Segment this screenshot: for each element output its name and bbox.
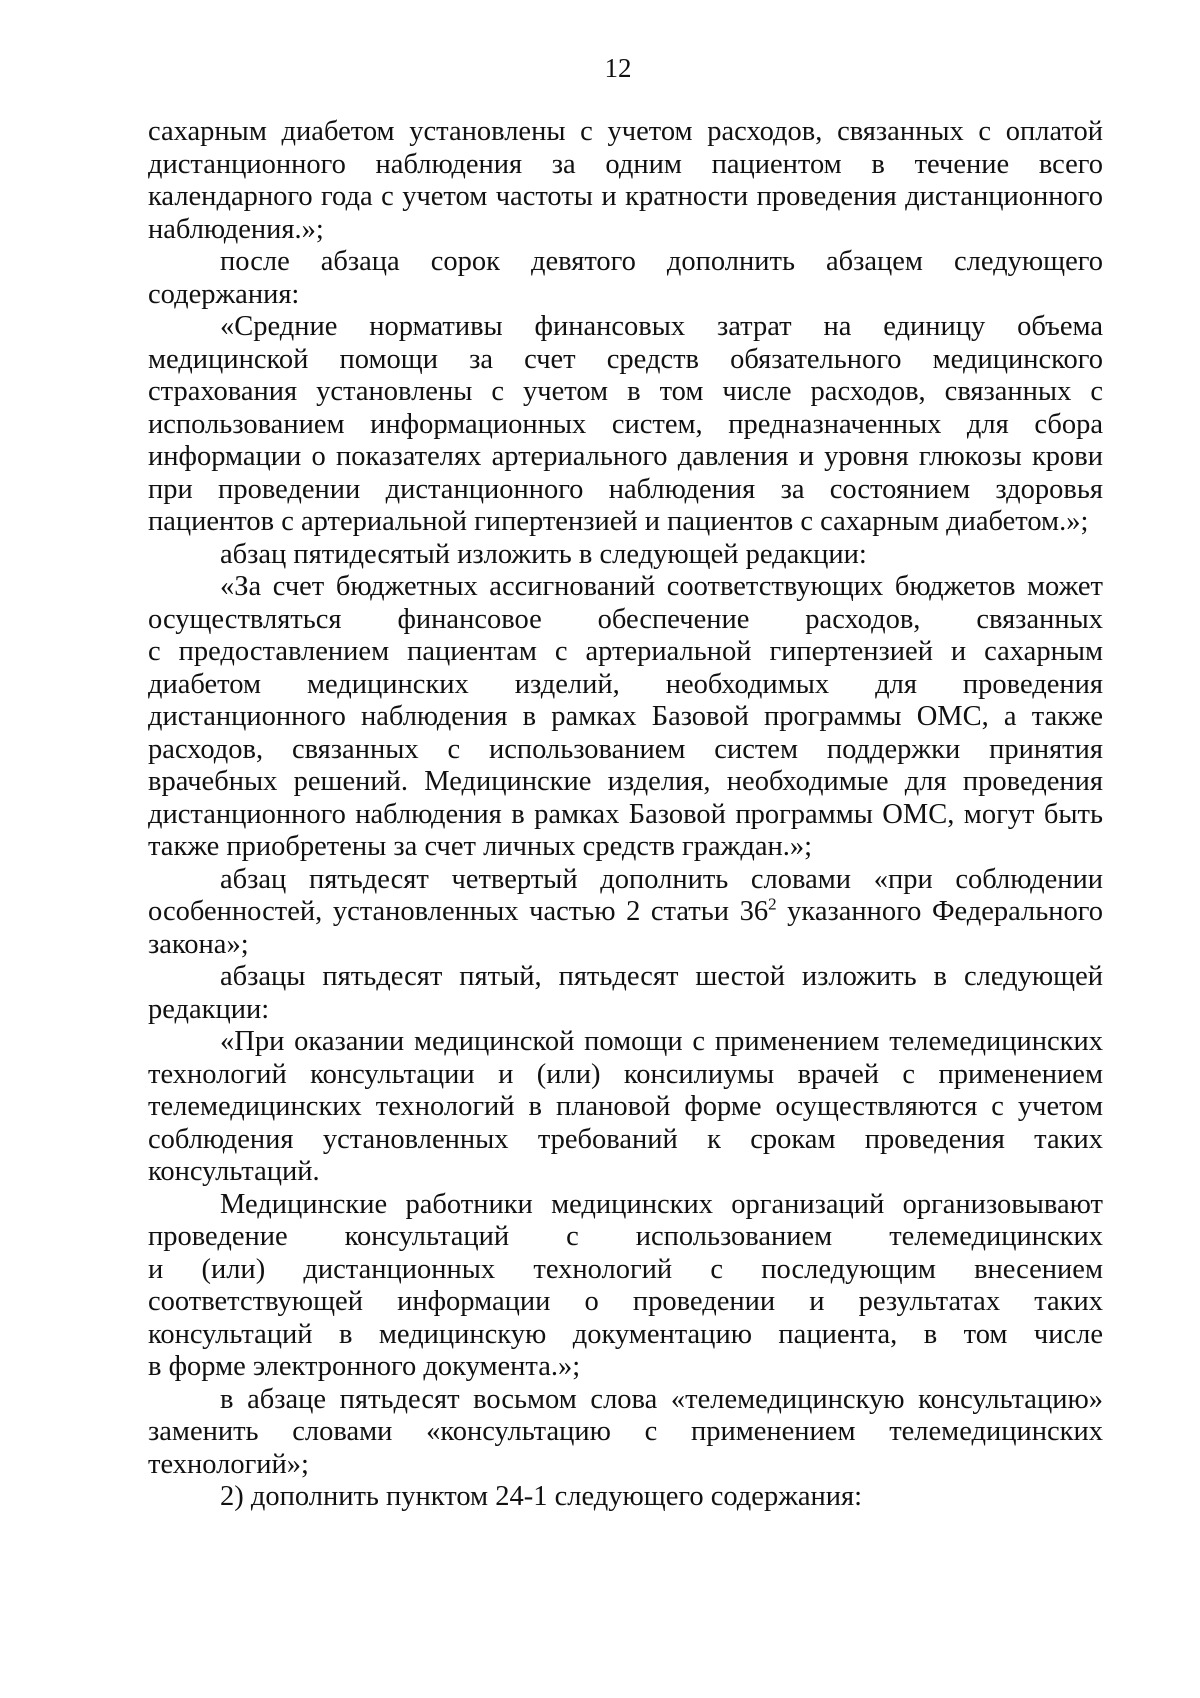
text-line: «При оказании медицинской помощи с применением телемедицинских	[220, 1026, 1103, 1057]
document-body	[148, 116, 1103, 1514]
paragraph	[148, 311, 1103, 539]
text-line: осуществляться финансовое обеспечение расходов, связанных	[148, 603, 1103, 635]
text-line: абзац пятьдесят четвертый дополнить словами «при соблюдении	[220, 863, 1103, 895]
text-line: соблюдения установленных требований к срокам проведения таких	[148, 1123, 1103, 1155]
text-line: при проведении дистанционного наблюдения за состоянием здоровья	[148, 473, 1103, 505]
paragraph	[148, 1384, 1103, 1482]
text-line: дистанционного наблюдения за одним пациентом в течение всего	[148, 148, 1103, 180]
text-line: консультаций.	[148, 1156, 320, 1187]
text-line: дистанционного наблюдения в рамках Базовой программы ОМС, а также	[148, 701, 1103, 732]
text-line: «За счет бюджетных ассигнований соответствующих бюджетов может	[220, 571, 1103, 602]
superscript: 2	[768, 894, 777, 914]
text-line: с предоставлением пациентам с артериальной гипертензией и сахарным	[148, 636, 1103, 667]
text-line: в форме электронного документа.»;	[148, 1351, 581, 1382]
text-line: также приобретены за счет личных средств граждан.»;	[148, 831, 813, 862]
page-number: 12	[604, 53, 632, 83]
text-line: консультаций в медицинскую документацию пациента, в том числе	[148, 1318, 1103, 1350]
text-fragment: особенностей, установленных частью 2 статьи 36	[148, 896, 769, 927]
text-line: и (или) дистанционных технологий с последующим внесением	[148, 1253, 1103, 1285]
paragraph	[148, 116, 1103, 246]
text-line: календарного года с учетом частоты и кратности проведения дистанционного	[148, 181, 1103, 212]
text-line: телемедицинских технологий в плановой форме осуществляются с учетом	[148, 1091, 1103, 1122]
text-line: наблюдения.»;	[148, 213, 324, 245]
text-line: «Средние нормативы финансовых затрат на единицу объема	[220, 311, 1103, 342]
text-line: технологий консультации и (или) консилиумы врачей с применением	[148, 1058, 1103, 1090]
text-line: информации о показателях артериального давления и уровня глюкозы крови	[148, 441, 1103, 472]
text-line-with-superscript	[148, 896, 1103, 929]
paragraph	[148, 1026, 1103, 1189]
text-line: диабетом медицинских изделий, необходимых для проведения	[148, 668, 1103, 700]
text-line: проведение консультаций с использованием телемедицинских	[148, 1221, 1103, 1252]
text-line: 2) дополнить пунктом 24-1 следующего содержания:	[220, 1481, 863, 1512]
text-line: редакции:	[148, 993, 270, 1025]
text-line: абзац пятидесятый изложить в следующей редакции:	[220, 538, 867, 570]
paragraph	[148, 571, 1103, 864]
text-line: страхования установлены с учетом в том числе расходов, связанных с	[148, 376, 1103, 407]
text-line: в абзаце пятьдесят восьмом слова «телемедицинскую консультацию»	[220, 1383, 1103, 1415]
text-line: Медицинские работники медицинских организаций организовывают	[220, 1188, 1103, 1220]
paragraph	[148, 1189, 1103, 1384]
text-line: технологий»;	[148, 1448, 309, 1480]
paragraph	[148, 864, 1103, 962]
text-line: сахарным диабетом установлены с учетом расходов, связанных с оплатой	[148, 116, 1103, 147]
text-line: пациентов с артериальной гипертензией и пациентов с сахарным диабетом.»;	[148, 506, 1089, 537]
text-line: содержания:	[148, 278, 300, 310]
paragraph	[148, 1481, 1103, 1514]
paragraph	[148, 539, 1103, 572]
text-line: расходов, связанных с использованием систем поддержки принятия	[148, 733, 1103, 765]
paragraph	[148, 246, 1103, 311]
text-line: врачебных решений. Медицинские изделия, необходимые для проведения	[148, 766, 1103, 797]
text-line: соответствующей информации о проведении и результатах таких	[148, 1286, 1103, 1317]
text-line: дистанционного наблюдения в рамках Базовой программы ОМС, могут быть	[148, 798, 1103, 830]
text-fragment: указанного Федерального	[776, 896, 1104, 927]
text-line: после абзаца сорок девятого дополнить абзацем следующего	[220, 246, 1103, 277]
paragraph	[148, 961, 1103, 1026]
text-line: использованием информационных систем, предназначенных для сбора	[148, 408, 1103, 440]
text-line: заменить словами «консультацию с применением телемедицинских	[148, 1416, 1103, 1447]
text-line: абзацы пятьдесят пятый, пятьдесят шестой изложить в следующей	[220, 961, 1103, 992]
text-line: медицинской помощи за счет средств обязательного медицинского	[148, 343, 1103, 375]
text-line: закона»;	[148, 928, 249, 960]
